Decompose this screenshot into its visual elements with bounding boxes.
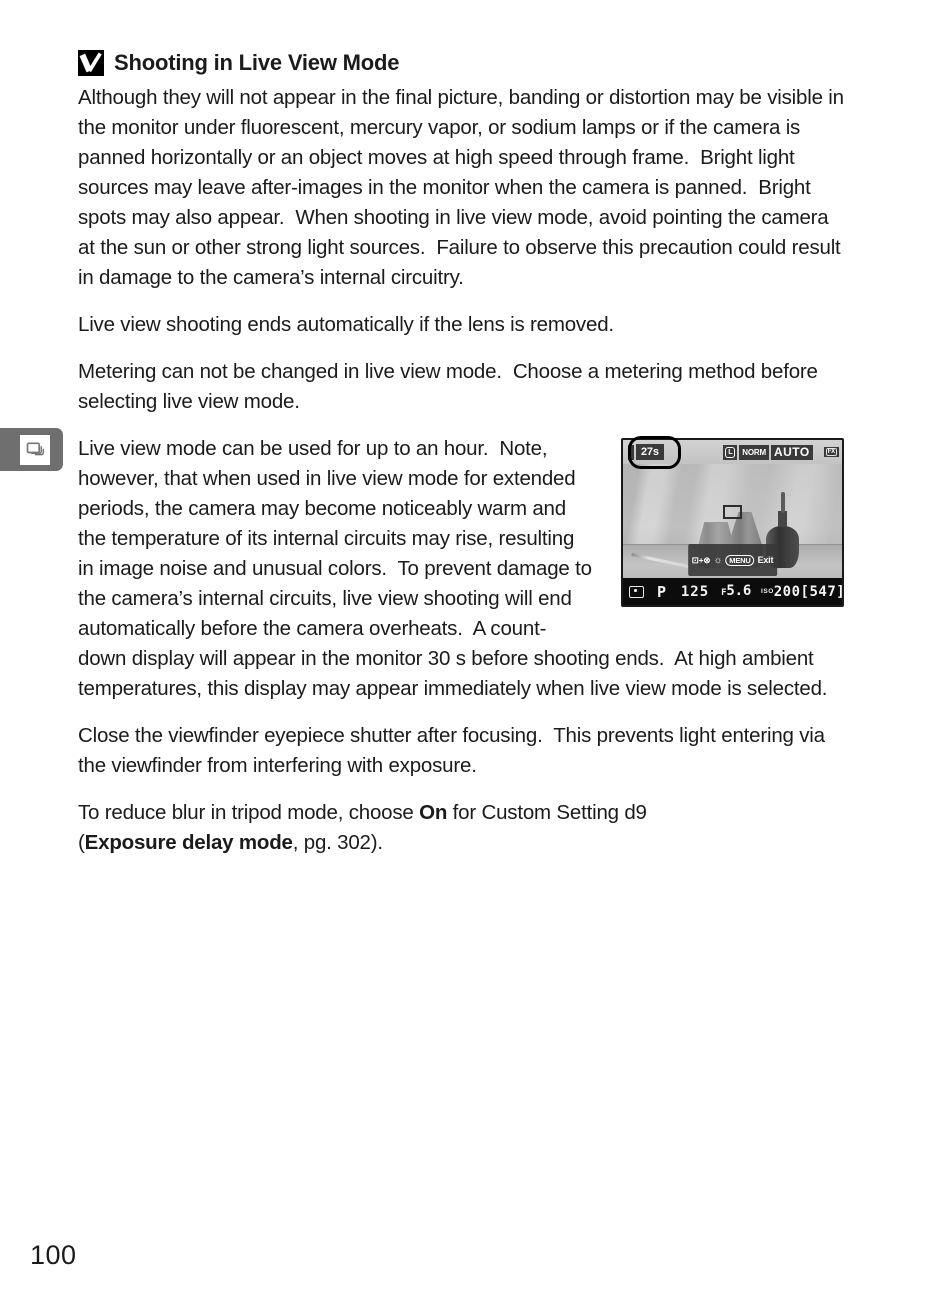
lcd-top-right-cluster bbox=[723, 445, 839, 460]
bold-on: On bbox=[419, 801, 448, 824]
paragraph-heat: 27s L NORM AUTO FX ⊡+⊗ ☼ MENU Exit P 125 F5.6 ISO 200[547] Live view mode can be used for up to an hour. Note, however, that when used in live view mode for extended periods, the camera may become noticeably warm and the temperature of its internal circuits may rise, resulting in image noise and unusual colors. To prevent damage to the camera’s internal circuits, live view shooting will end automatically before the camera overheats. A count-down display will appear in the monitor 30 s before shooting ends. At high ambient temperatures, this display may appear immediately when live view mode is selected. bbox=[78, 437, 846, 700]
iso-and-frames-remaining: 200[547] bbox=[773, 583, 846, 600]
caution-checkmark-icon bbox=[78, 50, 104, 76]
shutter-speed: 125 bbox=[680, 583, 710, 600]
aperture-value: F5.6 bbox=[721, 582, 752, 599]
exit-label: Exit bbox=[757, 555, 774, 565]
lcd-button-guide bbox=[688, 544, 778, 576]
paragraph-lens-removed: Live view shooting ends automatically if the lens is removed. bbox=[78, 313, 614, 336]
chapter-tab-frame bbox=[20, 435, 50, 465]
image-area-indicator: FX bbox=[824, 447, 839, 457]
image-size-indicator: L bbox=[723, 445, 737, 460]
note-title-row bbox=[78, 50, 844, 76]
zoom-button-icon: ⊡+⊗ bbox=[691, 555, 711, 565]
white-balance-indicator: AUTO bbox=[771, 445, 813, 460]
image-quality-indicator: NORM bbox=[739, 445, 769, 460]
focus-point-frame bbox=[723, 505, 742, 519]
paragraph-eyepiece: Close the viewfinder eyepiece shutter after focusing. This prevents light entering via the viewfinder from interfering with exposure. bbox=[78, 724, 831, 777]
stacked-frames-icon bbox=[25, 440, 45, 460]
paragraph-metering: Metering can not be changed in live view mode. Choose a metering method before selecting live view mode. bbox=[78, 360, 824, 413]
chapter-tab-live-view bbox=[0, 428, 63, 471]
paragraph-tripod: To reduce blur in tripod mode, choose On for Custom Setting d9 (Exposure delay mode, pg. 302). bbox=[78, 801, 647, 854]
exposure-mode: P bbox=[657, 582, 666, 601]
brightness-icon: ☼ bbox=[713, 554, 723, 566]
live-view-monitor-figure bbox=[621, 438, 844, 607]
countdown-timer: 27s bbox=[636, 444, 664, 460]
live-view-scene bbox=[623, 464, 842, 578]
aperture-f-prefix: F bbox=[721, 587, 727, 598]
lcd-info-bar-top bbox=[623, 440, 842, 464]
iso-label: ISO bbox=[761, 587, 774, 595]
page-number: 100 bbox=[30, 1240, 77, 1270]
mode-icon-partial bbox=[628, 445, 634, 460]
bold-exposure-delay-mode: Exposure delay mode bbox=[84, 831, 293, 854]
lcd-status-bar bbox=[623, 578, 846, 605]
menu-button-label: MENU bbox=[725, 555, 754, 566]
paragraph-banding: Although they will not appear in the final picture, banding or distortion may be visible in the monitor under fluorescent, mercury vapor, or sodium lamps or if the camera is panned horizontally or an object moves at high speed through frame. Bright light sources may leave after-images in the monitor when the camera is panned. Bright spots may also appear. When shooting in live view mode, avoid pointing the camera at the sun or other strong light sources. Failure to observe this precaution could result in damage to the camera’s internal circuitry. bbox=[78, 86, 850, 289]
matrix-metering-icon bbox=[629, 586, 644, 598]
note-title: Shooting in Live View Mode bbox=[114, 50, 400, 75]
note-section bbox=[78, 50, 850, 875]
